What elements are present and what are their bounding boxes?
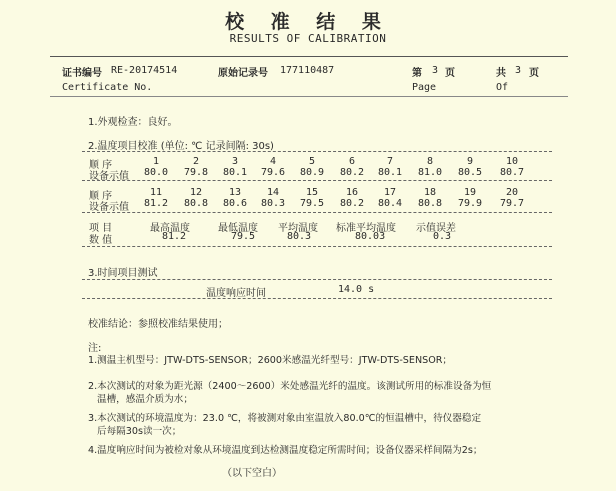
group2-seq-5: 15 bbox=[305, 187, 319, 198]
group2-reading-7: 80.4 bbox=[377, 198, 403, 209]
divider bbox=[82, 298, 552, 299]
summary-header-error: 示值误差 bbox=[416, 223, 456, 234]
group1-seq-9: 9 bbox=[466, 156, 474, 167]
page-suffix: 页 bbox=[445, 68, 455, 79]
header-top-rule bbox=[50, 56, 568, 57]
group1-seq-2: 2 bbox=[192, 156, 200, 167]
note-2-continued: 温槽，感温介质为水； bbox=[97, 394, 193, 405]
group2-reading-3: 80.6 bbox=[222, 198, 248, 209]
group1-reading-9: 80.5 bbox=[457, 167, 483, 178]
group2-seq-9: 19 bbox=[463, 187, 477, 198]
group1-reading-5: 80.9 bbox=[299, 167, 325, 178]
group2-reading-6: 80.2 bbox=[339, 198, 365, 209]
total-suffix: 页 bbox=[529, 68, 539, 79]
record-number: 177110487 bbox=[280, 65, 335, 76]
page-en: Page bbox=[412, 82, 437, 93]
header-bottom-rule bbox=[50, 96, 568, 97]
page-subtitle: RESULTS OF CALIBRATION bbox=[229, 32, 387, 45]
cert-number: RE-20174514 bbox=[111, 65, 178, 76]
divider bbox=[82, 279, 552, 280]
group2-reading-9: 79.9 bbox=[457, 198, 483, 209]
group2-reading-1: 81.2 bbox=[143, 198, 169, 209]
temperature-section-title: 2.温度项目校准 (单位: ℃ 记录间隔: 30s) bbox=[88, 141, 274, 152]
response-time-label: 温度响应时间 bbox=[206, 288, 266, 299]
note-3-continued: 后每隔30s读一次； bbox=[97, 426, 182, 437]
notes-title: 注: bbox=[88, 343, 102, 354]
group1-seq-3: 3 bbox=[231, 156, 239, 167]
summary-header-max: 最高温度 bbox=[150, 223, 190, 234]
group1-seq-7: 7 bbox=[386, 156, 394, 167]
reading-label: 设备示值 bbox=[89, 202, 129, 213]
summary-value-std-avg: 80.03 bbox=[355, 231, 386, 242]
of-en: Of bbox=[496, 82, 509, 93]
response-time-value: 14.0 s bbox=[338, 284, 375, 295]
page-title: 校 准 结 果 bbox=[225, 11, 391, 33]
divider bbox=[82, 246, 552, 247]
blank-below-marker: （以下空白） bbox=[222, 468, 282, 479]
group2-seq-3: 13 bbox=[228, 187, 242, 198]
note-3: 3.本次测试的环境温度为：23.0 ℃，将被测对象由室温放入80.0℃的恒温槽中，待仪器稳定 bbox=[88, 413, 482, 424]
divider bbox=[82, 212, 552, 213]
note-1: 1.测温主机型号：JTW-DTS-SENSOR；2600米感温光纤型号：JTW-DTS-SENSOR； bbox=[88, 355, 453, 366]
group1-seq-1: 1 bbox=[152, 156, 160, 167]
group2-reading-4: 80.3 bbox=[260, 198, 286, 209]
note-4: 4.温度响应时间为被检对象从环境温度到达检测温度稳定所需时间；设备仪器采样间隔为2s； bbox=[88, 445, 483, 456]
page-total: 3 bbox=[515, 65, 522, 76]
reading-label: 设备示值 bbox=[89, 171, 129, 182]
cert-number-en: Certificate No. bbox=[62, 82, 153, 93]
cert-number-label: 证书编号 bbox=[62, 68, 102, 79]
group2-reading-10: 79.7 bbox=[499, 198, 525, 209]
group1-reading-10: 80.7 bbox=[499, 167, 525, 178]
group2-seq-8: 18 bbox=[423, 187, 437, 198]
group2-seq-4: 14 bbox=[266, 187, 280, 198]
summary-value-label: 数 值 bbox=[89, 235, 113, 246]
record-number-label: 原始记录号 bbox=[218, 68, 268, 79]
group2-reading-8: 80.8 bbox=[417, 198, 443, 209]
sequence-label: 顺 序 bbox=[89, 160, 113, 171]
group1-seq-5: 5 bbox=[308, 156, 316, 167]
group2-seq-6: 16 bbox=[345, 187, 359, 198]
group2-reading-5: 79.5 bbox=[299, 198, 325, 209]
group2-seq-2: 12 bbox=[189, 187, 203, 198]
group1-seq-10: 10 bbox=[505, 156, 519, 167]
summary-value-min: 79.5 bbox=[231, 231, 256, 242]
group2-seq-1: 11 bbox=[149, 187, 163, 198]
group1-reading-1: 80.0 bbox=[143, 167, 169, 178]
summary-header-avg: 平均温度 bbox=[278, 223, 318, 234]
group1-reading-2: 79.8 bbox=[183, 167, 209, 178]
group1-reading-8: 81.0 bbox=[417, 167, 443, 178]
group1-reading-3: 80.1 bbox=[222, 167, 248, 178]
group2-seq-7: 17 bbox=[383, 187, 397, 198]
summary-header-min: 最低温度 bbox=[218, 223, 258, 234]
appearance-check: 1.外观检查：良好。 bbox=[88, 117, 178, 128]
group1-reading-7: 80.1 bbox=[377, 167, 403, 178]
group2-reading-2: 80.8 bbox=[183, 198, 209, 209]
page-prefix: 第 bbox=[412, 68, 422, 79]
group1-seq-6: 6 bbox=[348, 156, 356, 167]
calibration-conclusion: 校准结论：参照校准结果使用； bbox=[88, 319, 228, 330]
group2-seq-10: 20 bbox=[505, 187, 519, 198]
summary-item-label: 项 目 bbox=[89, 223, 113, 234]
group1-seq-4: 4 bbox=[269, 156, 277, 167]
group1-reading-6: 80.2 bbox=[339, 167, 365, 178]
group1-seq-8: 8 bbox=[426, 156, 434, 167]
note-2: 2.本次测试的对象为距光源（2400～2600）米处感温光纤的温度。该测试所用的标准设备为恒 bbox=[88, 381, 492, 392]
summary-value-avg: 80.3 bbox=[287, 231, 312, 242]
time-section-title: 3.时间项目测试 bbox=[88, 268, 158, 279]
sequence-label: 顺 序 bbox=[89, 191, 113, 202]
group1-reading-4: 79.6 bbox=[260, 167, 286, 178]
summary-value-max: 81.2 bbox=[162, 231, 187, 242]
page-current: 3 bbox=[432, 65, 439, 76]
summary-header-std-avg: 标准平均温度 bbox=[336, 223, 396, 234]
divider bbox=[82, 180, 552, 181]
divider bbox=[82, 151, 552, 152]
total-prefix: 共 bbox=[496, 68, 506, 79]
summary-value-error: 0.3 bbox=[433, 231, 452, 242]
